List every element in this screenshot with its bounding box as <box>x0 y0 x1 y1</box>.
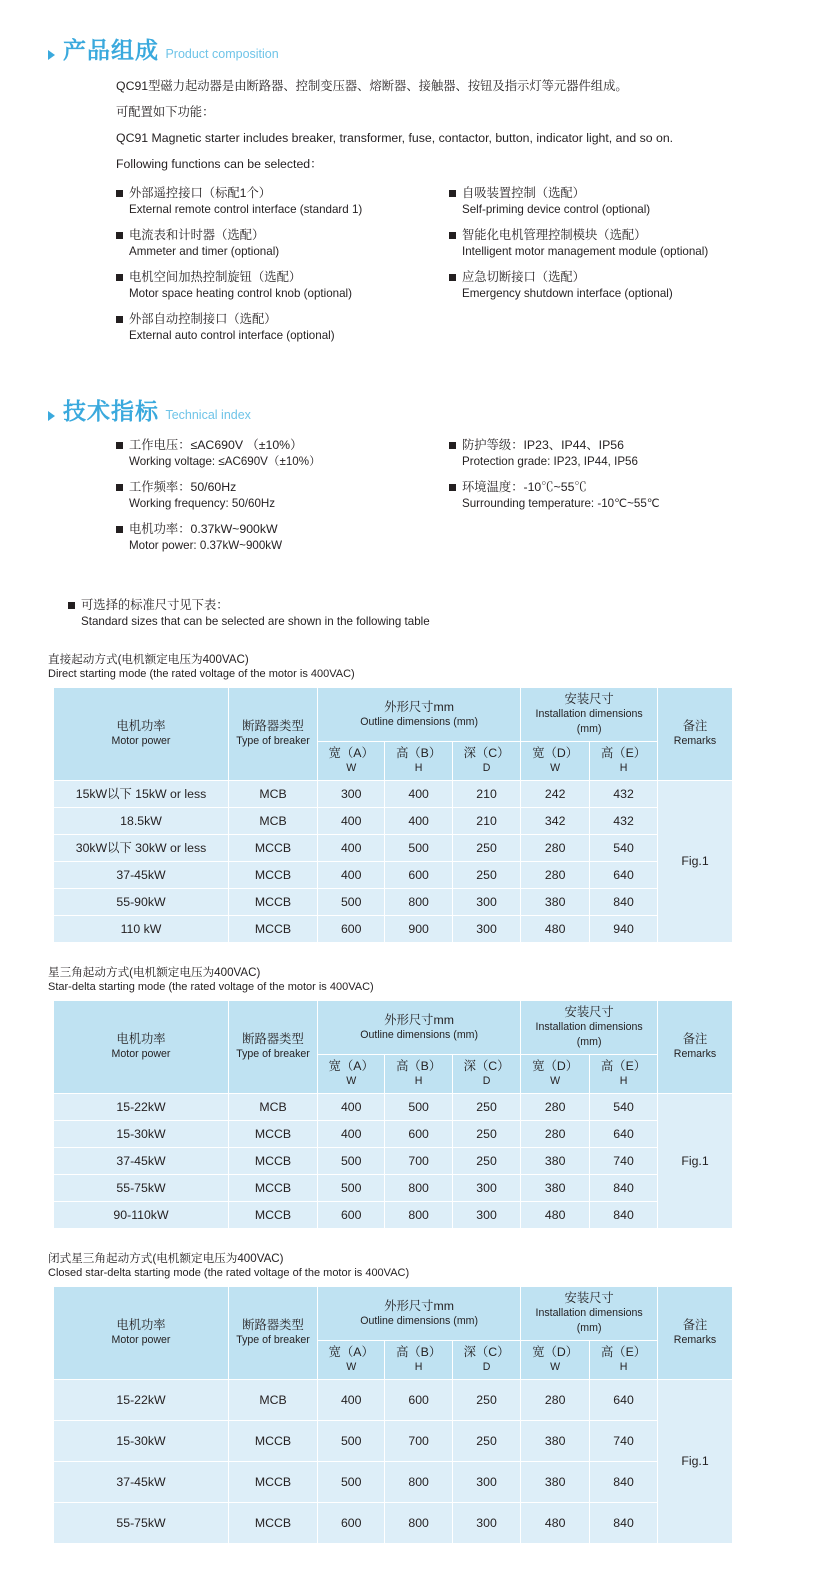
cell-height-b: 600 <box>385 1121 452 1148</box>
table-header-row <box>54 688 733 742</box>
cell-motor-power: 37-45kW <box>54 862 229 889</box>
table-caption-cn: 直接起动方式(电机额定电压为400VAC) <box>48 653 249 666</box>
th-install-dimensions: 安装尺寸 Installation dimensions (mm) <box>521 1001 658 1055</box>
cell-motor-power: 110 kW <box>54 916 229 943</box>
feature-label-cn: 电机空间加热控制旋钮（选配） <box>129 270 302 284</box>
cell-width-a: 300 <box>318 781 385 808</box>
th-sub-width-a: 宽（A） W <box>318 742 385 781</box>
technical-label-en: Motor power: 0.37kW~900kW <box>129 539 283 552</box>
square-bullet-icon <box>116 274 123 281</box>
th-sub-height-e: 高（E） H <box>590 742 658 781</box>
intro-line-1: QC91型磁力起动器是由断路器、控制变压器、熔断器、接触器、按钮及指示灯等元器件组成。 <box>116 79 628 93</box>
cell-height-b: 700 <box>385 1148 452 1175</box>
cell-breaker: MCB <box>229 1380 318 1421</box>
th-remarks: 备注 Remarks <box>658 1001 733 1094</box>
technical-label-cn: 防护等级：IP23、IP44、IP56 <box>462 438 624 452</box>
table-caption-en: Closed star-delta starting mode (the rated voltage of the motor is 400VAC) <box>48 1267 410 1279</box>
cell-height-e: 540 <box>590 1094 658 1121</box>
note-label-cn: 可选择的标准尺寸见下表： <box>81 598 229 612</box>
square-bullet-icon <box>116 526 123 533</box>
cell-height-e: 640 <box>590 862 658 889</box>
table-row <box>54 889 733 916</box>
cell-height-b: 800 <box>385 1503 452 1544</box>
cell-motor-power: 37-45kW <box>54 1148 229 1175</box>
feature-column-right <box>449 185 782 353</box>
technical-item <box>449 479 782 512</box>
table-head <box>54 1287 733 1380</box>
feature-label-cn: 电流表和计时器（选配） <box>129 228 265 242</box>
technical-label-cn: 环境温度：-10℃~55℃ <box>462 480 587 494</box>
triangle-arrow-icon <box>48 411 55 421</box>
th-remarks <box>658 688 733 781</box>
feature-cn-row <box>449 269 782 286</box>
cell-motor-power: 55-90kW <box>54 889 229 916</box>
cell-width-d: 280 <box>521 1121 590 1148</box>
table-body <box>54 1094 733 1229</box>
th-outline-dimensions: 外形尺寸mm Outline dimensions (mm) <box>318 1287 521 1341</box>
table-row <box>54 1175 733 1202</box>
cell-motor-power: 30kW以下 30kW or less <box>54 835 229 862</box>
feature-cn-row <box>449 227 782 244</box>
table-row <box>54 835 733 862</box>
cell-width-d: 480 <box>521 1503 590 1544</box>
table-row <box>54 1503 733 1544</box>
cell-breaker: MCB <box>229 1094 318 1121</box>
cell-height-b: 900 <box>385 916 452 943</box>
table-caption-cn: 闭式星三角起动方式(电机额定电压为400VAC) <box>48 1252 284 1265</box>
th-breaker-en: Type of breaker <box>236 735 310 747</box>
th-outline-dimensions: 外形尺寸mm Outline dimensions (mm) <box>318 1001 521 1055</box>
feature-label-en: Self-priming device control (optional) <box>462 203 651 216</box>
square-bullet-icon <box>116 232 123 239</box>
technical-label-en: Working voltage: ≤AC690V（±10%） <box>129 455 321 468</box>
cell-width-d: 280 <box>521 1380 590 1421</box>
th-sub-width-a: 宽（A） W <box>318 1341 385 1380</box>
cell-breaker: MCCB <box>229 1121 318 1148</box>
cell-depth-c: 250 <box>452 835 520 862</box>
technical-item <box>116 521 449 554</box>
cell-width-a: 400 <box>318 1094 385 1121</box>
section-title-group <box>63 36 279 64</box>
feature-item <box>116 311 449 344</box>
cell-width-a: 400 <box>318 808 385 835</box>
th-breaker-type: 断路器类型 Type of breaker <box>229 1287 318 1380</box>
cell-motor-power: 55-75kW <box>54 1175 229 1202</box>
cell-height-e: 840 <box>590 889 658 916</box>
technical-column-right <box>449 437 782 563</box>
cell-height-e: 640 <box>590 1380 658 1421</box>
table-row <box>54 781 733 808</box>
table-caption <box>48 1251 782 1281</box>
technical-label-en: Protection grade: IP23, IP44, IP56 <box>462 455 638 468</box>
th-sub-height-b: 高（B） H <box>385 1055 452 1094</box>
th-sub-depth-c: 深（C） D <box>452 1055 520 1094</box>
square-bullet-icon <box>449 442 456 449</box>
section-header <box>48 36 782 64</box>
th-install-dimensions <box>521 688 658 742</box>
cell-depth-c: 300 <box>452 1202 520 1229</box>
cell-width-a: 600 <box>318 1503 385 1544</box>
feature-label-en: Emergency shutdown interface (optional) <box>462 287 673 300</box>
th-motor-power: 电机功率 Motor power <box>54 1287 229 1380</box>
cell-height-e: 840 <box>590 1175 658 1202</box>
table-body <box>54 1380 733 1544</box>
cell-depth-c: 250 <box>452 862 520 889</box>
cell-width-d: 380 <box>521 1421 590 1462</box>
th-outline-dimensions <box>318 688 521 742</box>
table-row <box>54 1121 733 1148</box>
feature-label-cn: 自吸装置控制（选配） <box>462 186 585 200</box>
th-remarks-cn: 备注 <box>682 719 708 733</box>
cell-depth-c: 300 <box>452 1175 520 1202</box>
table-row <box>54 1462 733 1503</box>
feature-label-en: External auto control interface (optional) <box>129 329 335 342</box>
cell-height-e: 740 <box>590 1421 658 1462</box>
cell-width-d: 480 <box>521 1202 590 1229</box>
cell-height-b: 500 <box>385 1094 452 1121</box>
th-motor-power: 电机功率 Motor power <box>54 1001 229 1094</box>
cell-width-a: 600 <box>318 1202 385 1229</box>
note-label-en: Standard sizes that can be selected are shown in the following table <box>81 615 430 628</box>
feature-cn-row <box>116 185 449 202</box>
cell-height-b: 800 <box>385 1175 452 1202</box>
note-cn-row <box>68 597 782 614</box>
table-head <box>54 1001 733 1094</box>
cell-remark: Fig.1 <box>658 781 733 943</box>
table-row <box>54 1380 733 1421</box>
triangle-arrow-icon <box>48 50 55 60</box>
technical-item <box>116 437 449 470</box>
cell-height-e: 840 <box>590 1462 658 1503</box>
th-sub-height-b: 高（B） H <box>385 742 452 781</box>
th-motor-power <box>54 688 229 781</box>
cell-breaker: MCB <box>229 808 318 835</box>
cell-height-b: 600 <box>385 862 452 889</box>
technical-label-cn: 工作频率：50/60Hz <box>129 480 237 494</box>
intro-line-3: QC91 Magnetic starter includes breaker, transformer, fuse, contactor, button, indicator light, and so on. <box>116 131 674 145</box>
cell-height-e: 940 <box>590 916 658 943</box>
cell-motor-power: 18.5kW <box>54 808 229 835</box>
cell-depth-c: 250 <box>452 1121 520 1148</box>
table-row <box>54 1094 733 1121</box>
cell-height-e: 740 <box>590 1148 658 1175</box>
cell-width-d: 342 <box>521 808 590 835</box>
feature-item <box>116 185 449 218</box>
cell-motor-power: 55-75kW <box>54 1503 229 1544</box>
table-row <box>54 1202 733 1229</box>
square-bullet-icon <box>116 442 123 449</box>
cell-width-a: 400 <box>318 1121 385 1148</box>
section-title-group <box>63 397 251 425</box>
cell-remark: Fig.1 <box>658 1380 733 1544</box>
feature-column-left <box>116 185 449 353</box>
table-row <box>54 1421 733 1462</box>
cell-height-b: 800 <box>385 1462 452 1503</box>
cell-width-d: 242 <box>521 781 590 808</box>
cell-breaker: MCCB <box>229 889 318 916</box>
cell-depth-c: 250 <box>452 1094 520 1121</box>
cell-height-e: 540 <box>590 835 658 862</box>
th-sub-height-e: 高（E） H <box>590 1341 658 1380</box>
cell-width-a: 500 <box>318 1421 385 1462</box>
feature-list <box>116 185 782 353</box>
feature-label-en: Intelligent motor management module (optional) <box>462 245 709 258</box>
technical-item <box>116 479 449 512</box>
cell-width-a: 400 <box>318 835 385 862</box>
th-install-cn: 安装尺寸 <box>564 692 614 706</box>
th-sub-width-d: 宽（D） W <box>521 1341 590 1380</box>
square-bullet-icon <box>449 484 456 491</box>
table-row <box>54 862 733 889</box>
cell-breaker: MCCB <box>229 1202 318 1229</box>
feature-cn-row <box>116 269 449 286</box>
th-outline-cn: 外形尺寸mm <box>384 699 454 714</box>
cell-width-d: 280 <box>521 862 590 889</box>
technical-item <box>449 437 782 470</box>
cell-height-b: 600 <box>385 1380 452 1421</box>
technical-label-cn: 电机功率：0.37kW~900kW <box>129 522 278 536</box>
cell-breaker: MCCB <box>229 1421 318 1462</box>
intro-line-4: Following functions can be selected： <box>116 157 323 171</box>
th-sub-height-e: 高（E） H <box>590 1055 658 1094</box>
th-sub-height-b: 高（B） H <box>385 1341 452 1380</box>
th-breaker-type <box>229 688 318 781</box>
technical-cn-row <box>116 521 449 538</box>
th-remarks: 备注 Remarks <box>658 1287 733 1380</box>
th-sub-width-d: 宽（D） W <box>521 1055 590 1094</box>
th-motor-power-cn: 电机功率 <box>116 719 166 733</box>
technical-cn-row <box>116 437 449 454</box>
cell-height-e: 840 <box>590 1503 658 1544</box>
table-caption-en: Star-delta starting mode (the rated voltage of the motor is 400VAC) <box>48 981 374 993</box>
intro-paragraphs <box>116 78 782 173</box>
cell-motor-power: 90-110kW <box>54 1202 229 1229</box>
section-technical-index <box>48 397 782 563</box>
cell-motor-power: 15-30kW <box>54 1121 229 1148</box>
cell-width-d: 380 <box>521 1462 590 1503</box>
technical-label-en: Working frequency: 50/60Hz <box>129 497 276 510</box>
cell-height-b: 700 <box>385 1421 452 1462</box>
table-caption-cn: 星三角起动方式(电机额定电压为400VAC) <box>48 966 261 979</box>
cell-breaker: MCCB <box>229 862 318 889</box>
cell-height-e: 432 <box>590 808 658 835</box>
feature-label-cn: 智能化电机管理控制模块（选配） <box>462 228 647 242</box>
cell-height-b: 400 <box>385 808 452 835</box>
th-sub-depth-c: 深（C） D <box>452 742 520 781</box>
technical-cn-row <box>449 479 782 496</box>
table-block-star-delta <box>48 965 782 1229</box>
feature-cn-row <box>116 311 449 328</box>
cell-width-a: 500 <box>318 889 385 916</box>
section-title-cn: 技术指标 <box>63 398 159 424</box>
cell-width-a: 500 <box>318 1175 385 1202</box>
spec-table <box>53 687 733 943</box>
note-block <box>68 597 782 630</box>
th-sub-width-d: 宽（D） W <box>521 742 590 781</box>
cell-height-e: 840 <box>590 1202 658 1229</box>
feature-label-en: External remote control interface (standard 1) <box>129 203 363 216</box>
cell-breaker: MCB <box>229 781 318 808</box>
cell-depth-c: 300 <box>452 1462 520 1503</box>
cell-motor-power: 15-30kW <box>54 1421 229 1462</box>
feature-label-en: Motor space heating control knob (optional) <box>129 287 352 300</box>
feature-item <box>116 227 449 260</box>
feature-cn-row <box>449 185 782 202</box>
cell-breaker: MCCB <box>229 916 318 943</box>
th-motor-power-en: Motor power <box>111 735 171 747</box>
square-bullet-icon <box>449 190 456 197</box>
intro-line-2: 可配置如下功能： <box>116 105 215 119</box>
table-row <box>54 1148 733 1175</box>
cell-width-a: 500 <box>318 1462 385 1503</box>
cell-depth-c: 300 <box>452 916 520 943</box>
th-sub-width-a: 宽（A） W <box>318 1055 385 1094</box>
th-breaker-cn: 断路器类型 <box>242 719 304 733</box>
th-breaker-type: 断路器类型 Type of breaker <box>229 1001 318 1094</box>
cell-width-d: 380 <box>521 1175 590 1202</box>
cell-height-b: 400 <box>385 781 452 808</box>
table-header-row <box>54 1001 733 1055</box>
spec-table <box>53 1000 733 1229</box>
table-caption <box>48 965 782 995</box>
th-remarks-en: Remarks <box>673 735 717 747</box>
cell-motor-power: 15-22kW <box>54 1380 229 1421</box>
table-head <box>54 688 733 781</box>
table-caption <box>48 652 782 682</box>
cell-width-a: 500 <box>318 1148 385 1175</box>
square-bullet-icon <box>116 190 123 197</box>
feature-label-cn: 外部遥控接口（标配1个） <box>129 186 272 200</box>
cell-motor-power: 15kW以下 15kW or less <box>54 781 229 808</box>
cell-width-a: 400 <box>318 1380 385 1421</box>
cell-width-d: 380 <box>521 889 590 916</box>
table-body <box>54 781 733 943</box>
feature-item <box>449 185 782 218</box>
cell-height-b: 500 <box>385 835 452 862</box>
cell-height-b: 800 <box>385 1202 452 1229</box>
square-bullet-icon <box>449 274 456 281</box>
table-row <box>54 808 733 835</box>
section-title-en: Product composition <box>165 47 279 61</box>
table-row <box>54 916 733 943</box>
th-install-dimensions: 安装尺寸 Installation dimensions (mm) <box>521 1287 658 1341</box>
cell-depth-c: 250 <box>452 1148 520 1175</box>
technical-list <box>116 437 782 563</box>
feature-label-cn: 外部自动控制接口（选配） <box>129 312 277 326</box>
cell-width-a: 600 <box>318 916 385 943</box>
cell-depth-c: 210 <box>452 781 520 808</box>
section-product-composition <box>48 0 782 353</box>
cell-width-a: 400 <box>318 862 385 889</box>
technical-label-cn: 工作电压：≤AC690V （±10%） <box>129 438 303 452</box>
table-block-closed-star-delta <box>48 1251 782 1584</box>
square-bullet-icon <box>68 602 75 609</box>
cell-height-e: 432 <box>590 781 658 808</box>
section-title-en: Technical index <box>165 408 251 422</box>
feature-label-en: Ammeter and timer (optional) <box>129 245 280 258</box>
cell-motor-power: 15-22kW <box>54 1094 229 1121</box>
feature-item <box>449 227 782 260</box>
cell-width-d: 380 <box>521 1148 590 1175</box>
feature-cn-row <box>116 227 449 244</box>
cell-depth-c: 250 <box>452 1380 520 1421</box>
th-install-en: Installation dimensions (mm) <box>535 708 643 735</box>
square-bullet-icon <box>449 232 456 239</box>
spec-table <box>53 1286 733 1544</box>
square-bullet-icon <box>116 316 123 323</box>
cell-breaker: MCCB <box>229 835 318 862</box>
table-caption-en: Direct starting mode (the rated voltage of the motor is 400VAC) <box>48 668 355 680</box>
cell-breaker: MCCB <box>229 1148 318 1175</box>
cell-remark: Fig.1 <box>658 1094 733 1229</box>
cell-motor-power: 37-45kW <box>54 1462 229 1503</box>
feature-label-cn: 应急切断接口（选配） <box>462 270 585 284</box>
square-bullet-icon <box>116 484 123 491</box>
feature-item <box>449 269 782 302</box>
cell-depth-c: 250 <box>452 1421 520 1462</box>
technical-column-left <box>116 437 449 563</box>
cell-depth-c: 210 <box>452 808 520 835</box>
cell-width-d: 480 <box>521 916 590 943</box>
cell-height-b: 800 <box>385 889 452 916</box>
technical-cn-row <box>449 437 782 454</box>
cell-width-d: 280 <box>521 1094 590 1121</box>
section-header <box>48 397 782 425</box>
table-header-row <box>54 1287 733 1341</box>
standard-size-note <box>48 597 782 630</box>
technical-cn-row <box>116 479 449 496</box>
cell-depth-c: 300 <box>452 1503 520 1544</box>
cell-depth-c: 300 <box>452 889 520 916</box>
table-block-direct-start <box>48 652 782 943</box>
cell-height-e: 640 <box>590 1121 658 1148</box>
cell-breaker: MCCB <box>229 1503 318 1544</box>
cell-breaker: MCCB <box>229 1462 318 1503</box>
feature-item <box>116 269 449 302</box>
cell-breaker: MCCB <box>229 1175 318 1202</box>
section-title-cn: 产品组成 <box>63 37 159 63</box>
cell-width-d: 280 <box>521 835 590 862</box>
th-outline-en: Outline dimensions (mm) <box>360 715 478 728</box>
th-sub-depth-c: 深（C） D <box>452 1341 520 1380</box>
technical-label-en: Surrounding temperature: -10℃~55℃ <box>462 497 660 510</box>
